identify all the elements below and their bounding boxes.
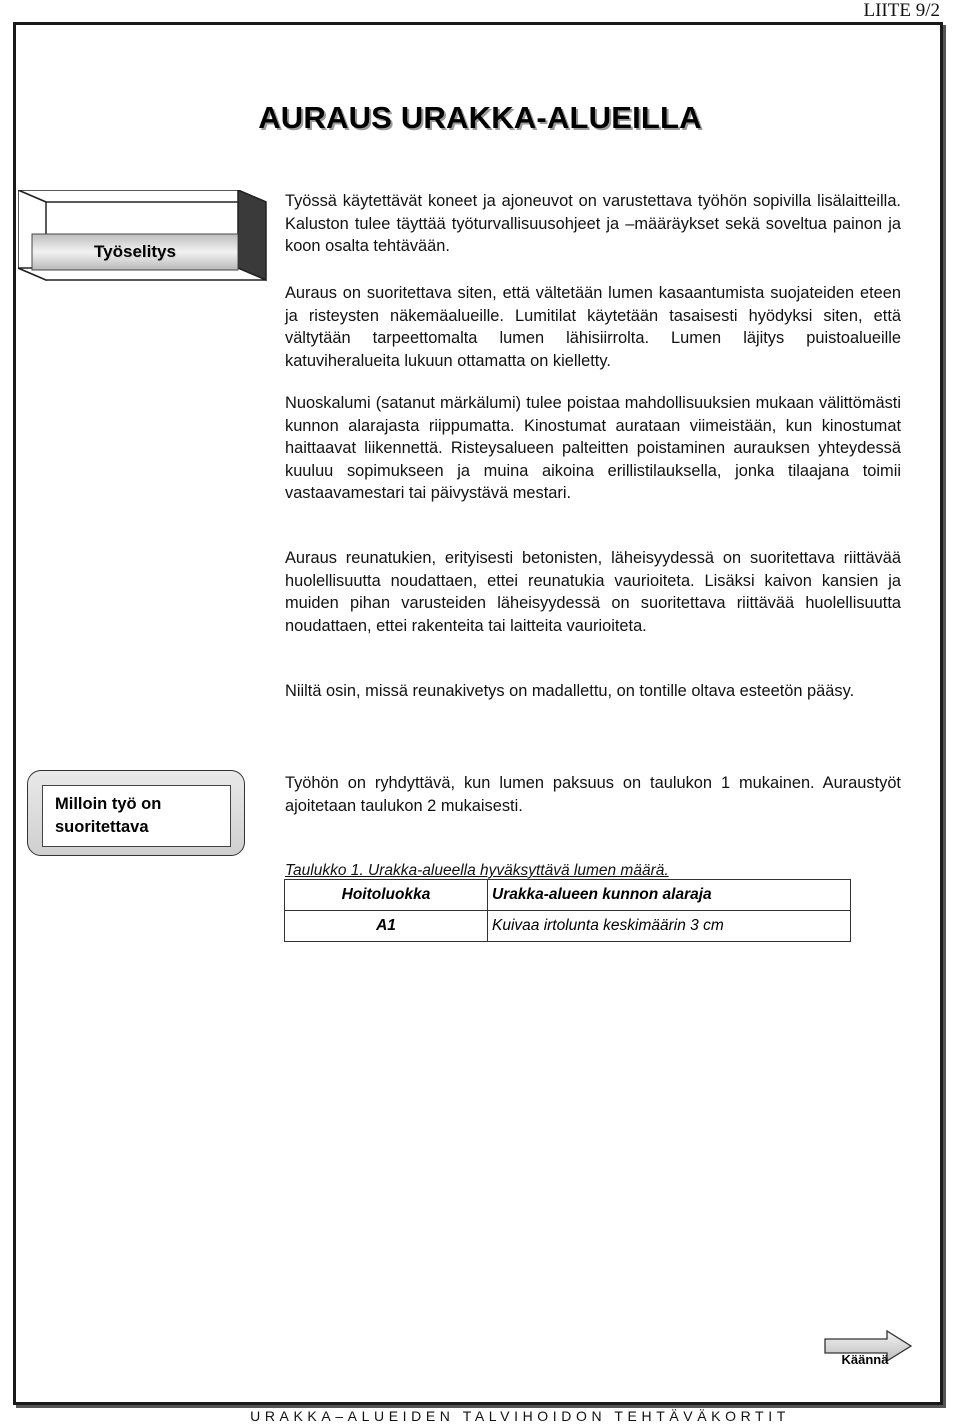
paragraph-4: Auraus reunatukien, erityisesti betonisten, läheisyydessä on suoritettava riittävää huolellisuutta noudattaen, ettei reunatukia vaurioiteta. Lisäksi kaivon kansien ja muiden pihan varusteiden läheisyydessä on suoritettava riittävää huolellisuutta noudattaen, ettei rakenteita tai laitteita vaurioiteta. (285, 549, 901, 635)
table-cell-class: A1 (285, 911, 488, 942)
page-annex-label: LIITE 9/2 (863, 0, 940, 21)
table-caption: Taulukko 1. Urakka-alueella hyväksyttävä lumen määrä. (285, 862, 669, 879)
table-header-alaraja: Urakka-alueen kunnon alaraja (488, 880, 851, 911)
table-header-row (285, 880, 851, 911)
table-header-hoitoluokka: Hoitoluokka (285, 880, 488, 911)
paragraph-5: Niiltä osin, missä reunakivetys on madallettu, on tontille oltava esteetön pääsy. (285, 682, 855, 700)
paragraph-1: Työssä käytettävät koneet ja ajoneuvot on varustettava työhön sopivilla lisälaitteilla. Kaluston tulee täyttää työturvallisuusohjeet ja –määräykset sekä soveltua painon ja koon osalta tehtävään. (285, 192, 901, 255)
page-title: AURAUS URAKKA-ALUEILLA (258, 100, 702, 135)
paragraph-3: Nuoskalumi (satanut märkälumi) tulee poistaa mahdollisuuksien mukaan välittömästi kunnon alarajasta riippumatta. Kinostumat aurataan viimeistään, kun kinostumat haittaavat liikennettä. Risteysalueen palteitten poistaminen aurauksen yhteydessä kuuluu sopimukseen ja muina aikoina erillistilauksella, jonka tilaajana toimii vastaavamestari tai päivystävä mestari. (285, 394, 901, 502)
paragraph-2: Auraus on suoritettava siten, että vältetään lumen kasaantumista suojateiden eteen ja risteysten näkemäalueille. Lumitilat käytetään tasaisesti hyödyksi siten, että vältytään tarpeettomalta lumen lähisiirrolta. Lumen läjitys puistoalueille katuviheralueita lukuun ottamatta on kielletty. (285, 284, 901, 370)
table-cell-limit: Kuivaa irtolunta keskimäärin 3 cm (488, 911, 851, 942)
flip-page-label: Käännä (841, 1352, 889, 1367)
table-row (285, 911, 851, 942)
paragraph-milloin: Työhön on ryhdyttävä, kun lumen paksuus on taulukon 1 mukainen. Auraustyöt ajoitetaan taulukon 2 mukaisesti. (285, 774, 901, 815)
page-footer: URAKKA–ALUEIDEN TALVIHOIDON TEHTÄVÄKORTIT (250, 1408, 790, 1424)
section-label-milloin: Milloin työ on suoritettava (42, 785, 231, 847)
snow-amount-table (284, 879, 851, 942)
section-label-tyoselitys: Työselitys (94, 242, 176, 261)
